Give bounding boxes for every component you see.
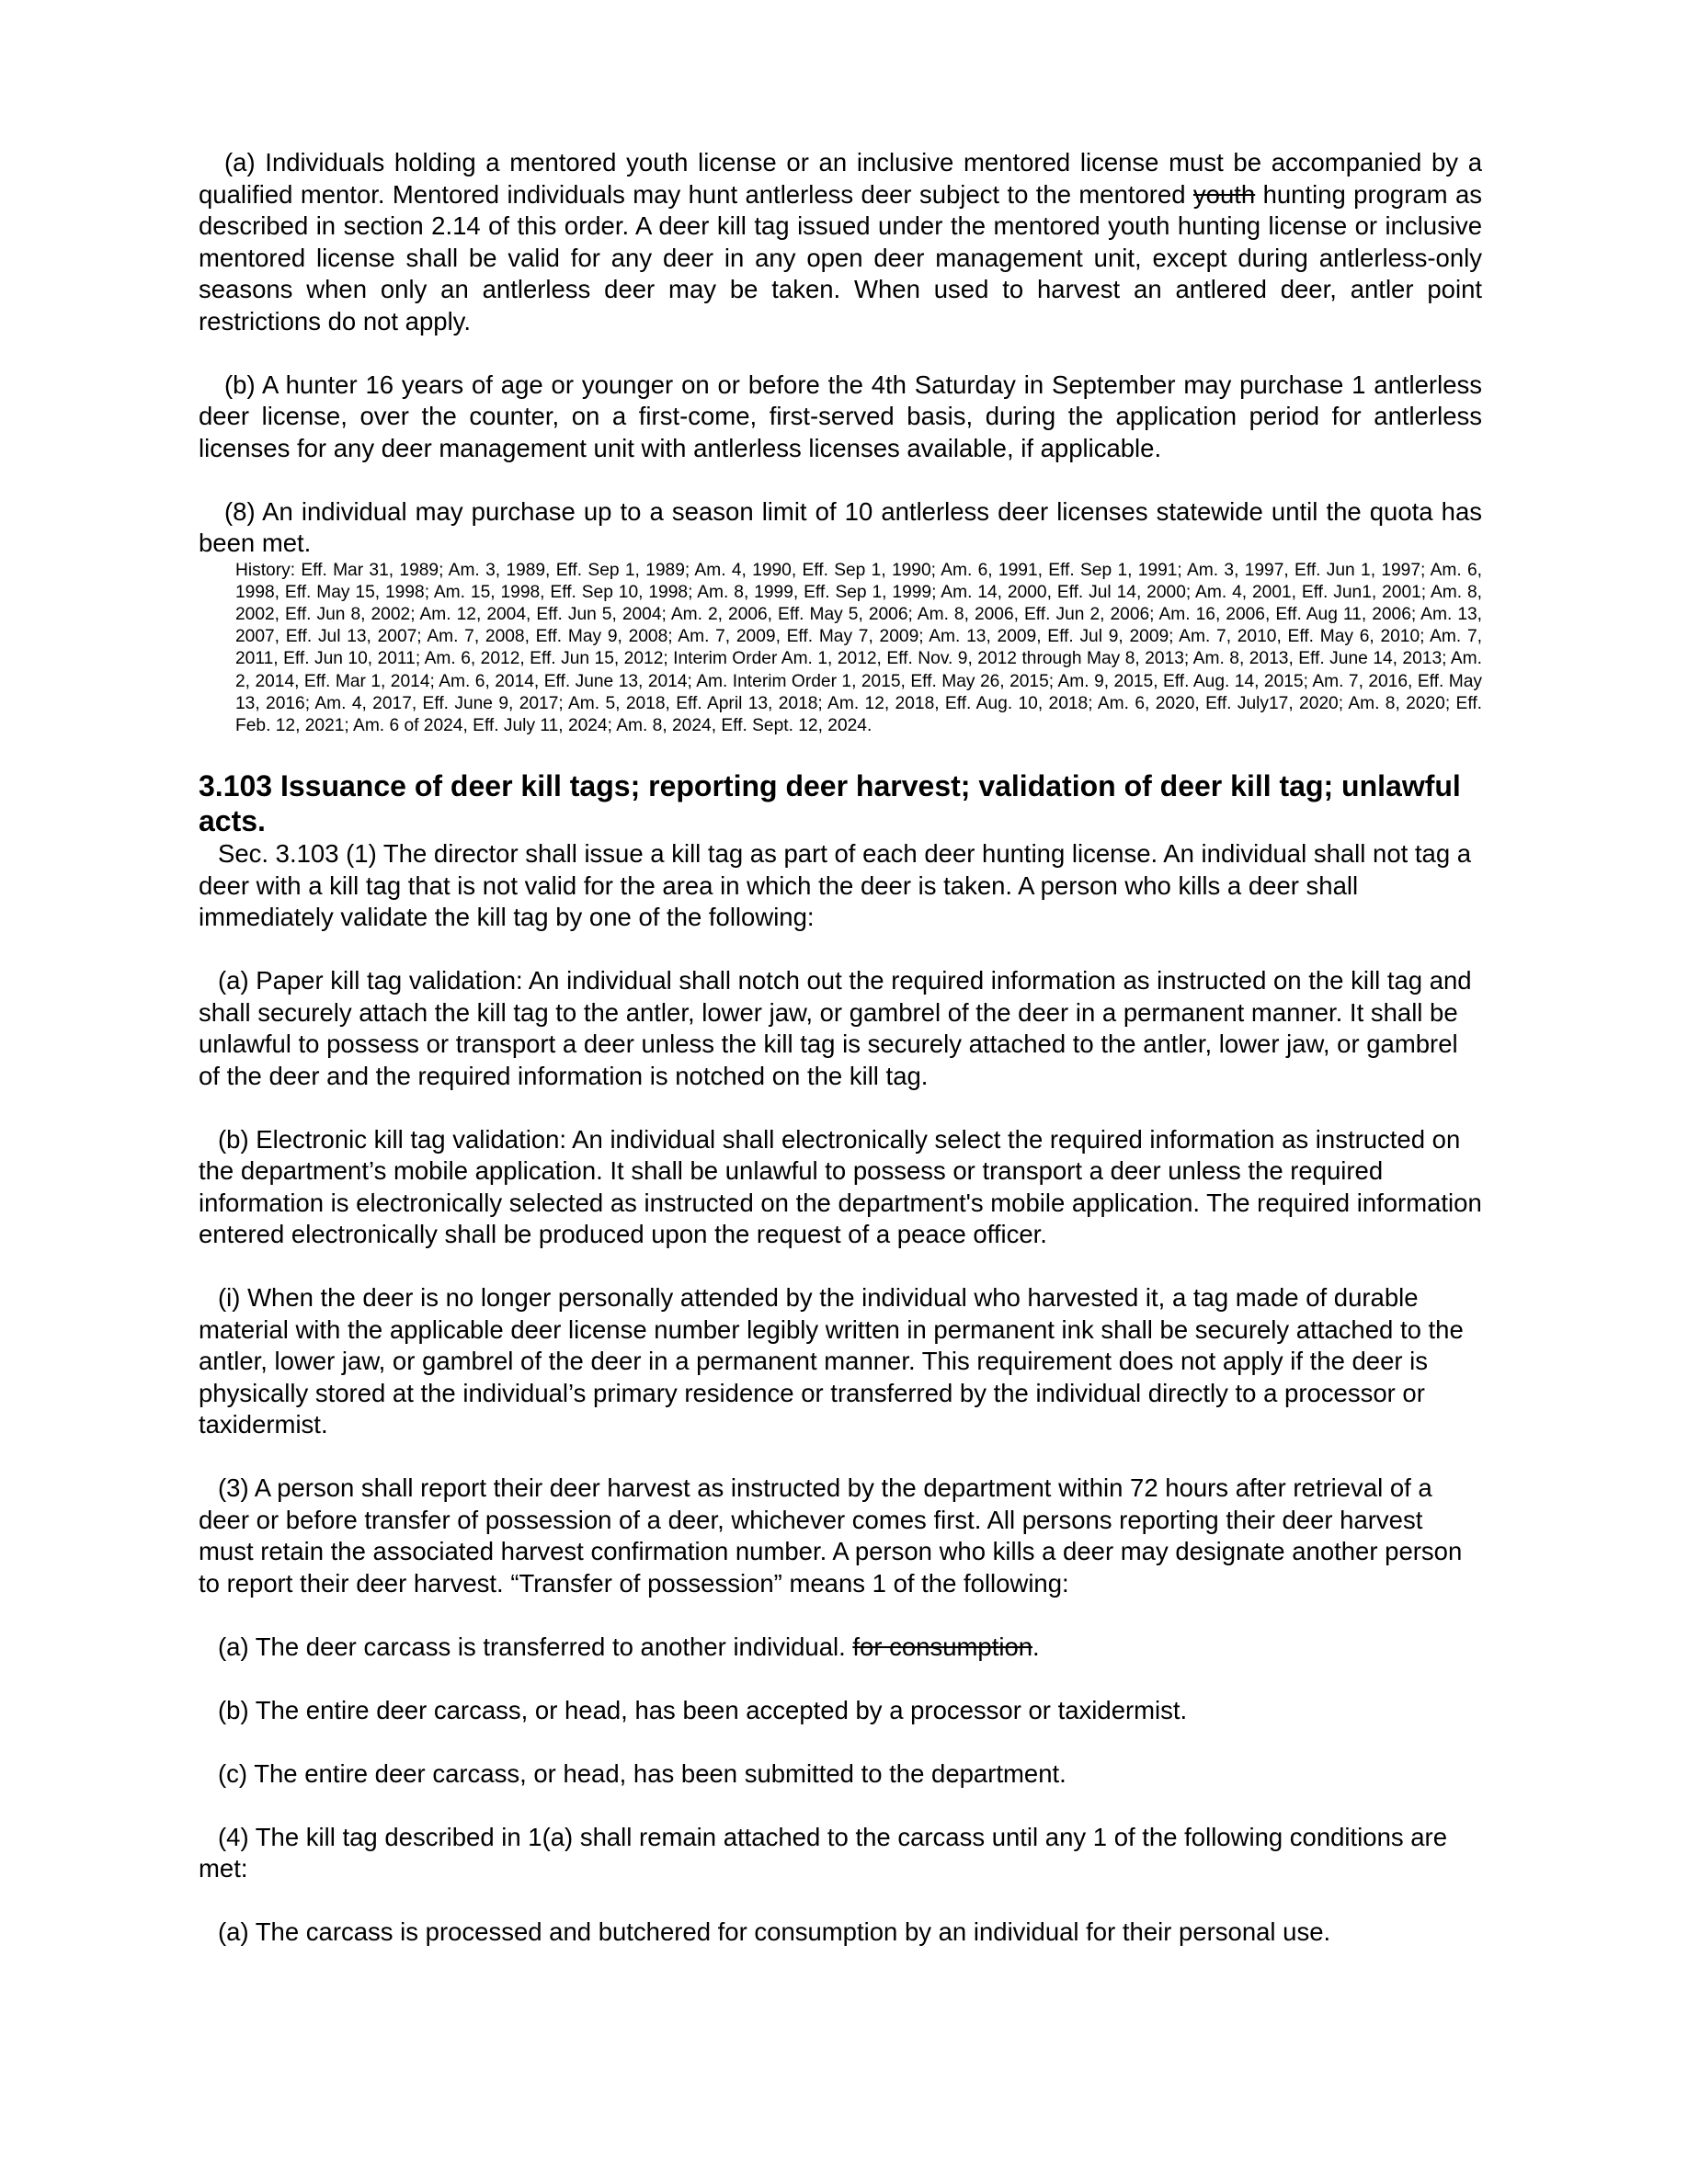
paragraph-transfer-c bbox=[199, 1758, 1482, 1791]
paragraph-unattended-deer bbox=[199, 1282, 1482, 1441]
transfer-b-text: (b) The entire deer carcass, or head, has been accepted by a processor or taxidermist. bbox=[218, 1695, 1188, 1724]
processed-carcass-text: (a) The carcass is processed and butchered for consumption by an individual for their personal use. bbox=[218, 1917, 1331, 1947]
mentored-text-2: hunting program as described in section 2.14 of this order. A deer kill tag issued under the mentored youth hunting license or inclusive mentored license shall be valid for any deer in any open deer management unit, except during antlerless-only seasons when only an antlerless deer may be taken. When used to harvest an antlered deer, antler point restrictions do not apply. bbox=[199, 179, 1482, 336]
paragraph-processed-carcass bbox=[199, 1917, 1482, 1949]
paragraph-youth-antlerless bbox=[199, 370, 1482, 465]
report-harvest-text: (3) A person shall report their deer harvest as instructed by the department within 72 hours after retrieval of a deer or before transfer of possession of a deer, whichever comes first. All persons reporting their deer harvest must retain the associated harvest confirmation number. A person who kills a deer may designate another person to report their deer harvest. “Transfer of possession” means 1 of the following: bbox=[199, 1473, 1463, 1598]
paper-validation-text: (a) Paper kill tag validation: An individual shall notch out the required information as instructed on the kill tag and shall securely attach the kill tag to the antler, lower jaw, or gambrel of the deer in a permanent manner. It shall be unlawful to possess or transport a deer unless the kill tag is securely attached to the antler, lower jaw, or gambrel of the deer and the required information is notched on the kill tag. bbox=[199, 966, 1472, 1090]
mentored-text-1: (a) Individuals holding a mentored youth license or an inclusive mentored license must be accompanied by a qualified mentor. Mentored individuals may hunt antlerless deer subject to the mentored bbox=[199, 148, 1482, 209]
struck-text-for-consumption: for consumption bbox=[852, 1632, 1033, 1661]
document-page bbox=[199, 147, 1482, 1980]
electronic-validation-text: (b) Electronic kill tag validation: An individual shall electronically select the required information as instructed on the department’s mobile application. It shall be unlawful to possess or transport a deer unless the required information is electronically selected as instructed on the department's mobile application. The required information entered electronically shall be produced upon the request of a peace officer. bbox=[199, 1124, 1482, 1249]
paragraph-electronic-validation bbox=[199, 1124, 1482, 1251]
paragraph-kill-tag-issue bbox=[199, 838, 1482, 934]
season-limit-text: (8) An individual may purchase up to a season limit of 10 antlerless deer licenses statewide until the quota has been met. bbox=[199, 496, 1482, 557]
paragraph-season-limit bbox=[199, 496, 1482, 560]
paragraph-transfer-b bbox=[199, 1695, 1482, 1727]
paragraph-report-harvest bbox=[199, 1473, 1482, 1599]
youth-antlerless-text: (b) A hunter 16 years of age or younger on or before the 4th Saturday in September may purchase 1 antlerless deer license, over the counter, on a first-come, first-served basis, during the application period for antlerless licenses for any deer management unit with antlerless licenses available, if applicable. bbox=[199, 370, 1482, 462]
kill-tag-issue-text: Sec. 3.103 (1) The director shall issue a kill tag as part of each deer hunting license. An individual shall not tag a deer with a kill tag that is not valid for the area in which the deer is taken. A person who kills a deer shall immediately validate the kill tag by one of the following: bbox=[199, 839, 1472, 932]
transfer-c-text: (c) The entire deer carcass, or head, has been submitted to the department. bbox=[218, 1758, 1066, 1788]
transfer-a-text-1: (a) The deer carcass is transferred to another individual. bbox=[218, 1632, 853, 1661]
section-heading: 3.103 Issuance of deer kill tags; reporting deer harvest; validation of deer kill tag; unlawful acts. bbox=[199, 769, 1461, 838]
paragraph-paper-validation bbox=[199, 965, 1482, 1092]
transfer-a-text-2: . bbox=[1032, 1632, 1040, 1661]
paragraph-mentored-license bbox=[199, 147, 1482, 337]
paragraph-tag-remain bbox=[199, 1822, 1482, 1885]
tag-remain-text: (4) The kill tag described in 1(a) shall remain attached to the carcass until any 1 of the following conditions are met: bbox=[199, 1822, 1448, 1883]
unattended-deer-text: (i) When the deer is no longer personally attended by the individual who harvested it, a tag made of durable material with the applicable deer license number legibly written in permanent ink shall be securely attached to the antler, lower jaw, or gambrel of the deer in a permanent manner. This requirement does not apply if the deer is physically stored at the individual’s primary residence or transferred by the individual directly to a processor or taxidermist. bbox=[199, 1283, 1464, 1439]
struck-text-youth: youth bbox=[1192, 179, 1256, 209]
history-note: History: Eff. Mar 31, 1989; Am. 3, 1989, Eff. Sep 1, 1989; Am. 4, 1990, Eff. Sep 1, 1990; Am. 6, 1991, Eff. Sep 1, 1991; Am. 3, 1997, Eff. Jun 1, 1997; Am. 6, 1998, Eff. May 15, 1998; Am. 15, 1998, Eff. Sep 10, 1998; Am. 8, 1999, Eff. Sep 1, 1999; Am. 14, 2000, Eff. Jul 14, 2000; Am. 4, 2001, Eff. Jun1, 2001; Am. 8, 2002, Eff. Jun 8, 2002; Am. 12, 2004, Eff. Jun 5, 2004; Am. 2, 2006, Eff. May 5, 2006; Am. 8, 2006, Eff. Jun 2, 2006; Am. 16, 2006, Eff. Aug 11, 2006; Am. 13, 2007, Eff. Jul 13, 2007; Am. 7, 2008, Eff. May 9, 2008; Am. 7, 2009, Eff. May 7, 2009; Am. 13, 2009, Eff. Jul 9, 2009; Am. 7, 2010, Eff. May 6, 2010; Am. 7, 2011, Eff. Jun 10, 2011; Am. 6, 2012, Eff. Jun 15, 2012; Interim Order Am. 1, 2012, Eff. Nov. 9, 2012 through May 8, 2013; Am. 8, 2013, Eff. June 14, 2013; Am. 2, 2014, Eff. Mar 1, 2014; Am. 6, 2014, Eff. June 13, 2014; Am. Interim Order 1, 2015, Eff. May 26, 2015; Am. 9, 2015, Eff. Aug. 14, 2015; Am. 7, 2016, Eff. May 13, 2016; Am. 4, 2017, Eff. June 9, 2017; Am. 5, 2018, Eff. April 13, 2018; Am. 12, 2018, Eff. Aug. 10, 2018; Am. 6, 2020, Eff. July17, 2020; Am. 8, 2020; Eff. Feb. 12, 2021; Am. 6 of 2024, Eff. July 11, 2024; Am. 8, 2024, Eff. Sept. 12, 2024. bbox=[235, 560, 1482, 735]
paragraph-transfer-a bbox=[199, 1632, 1482, 1664]
